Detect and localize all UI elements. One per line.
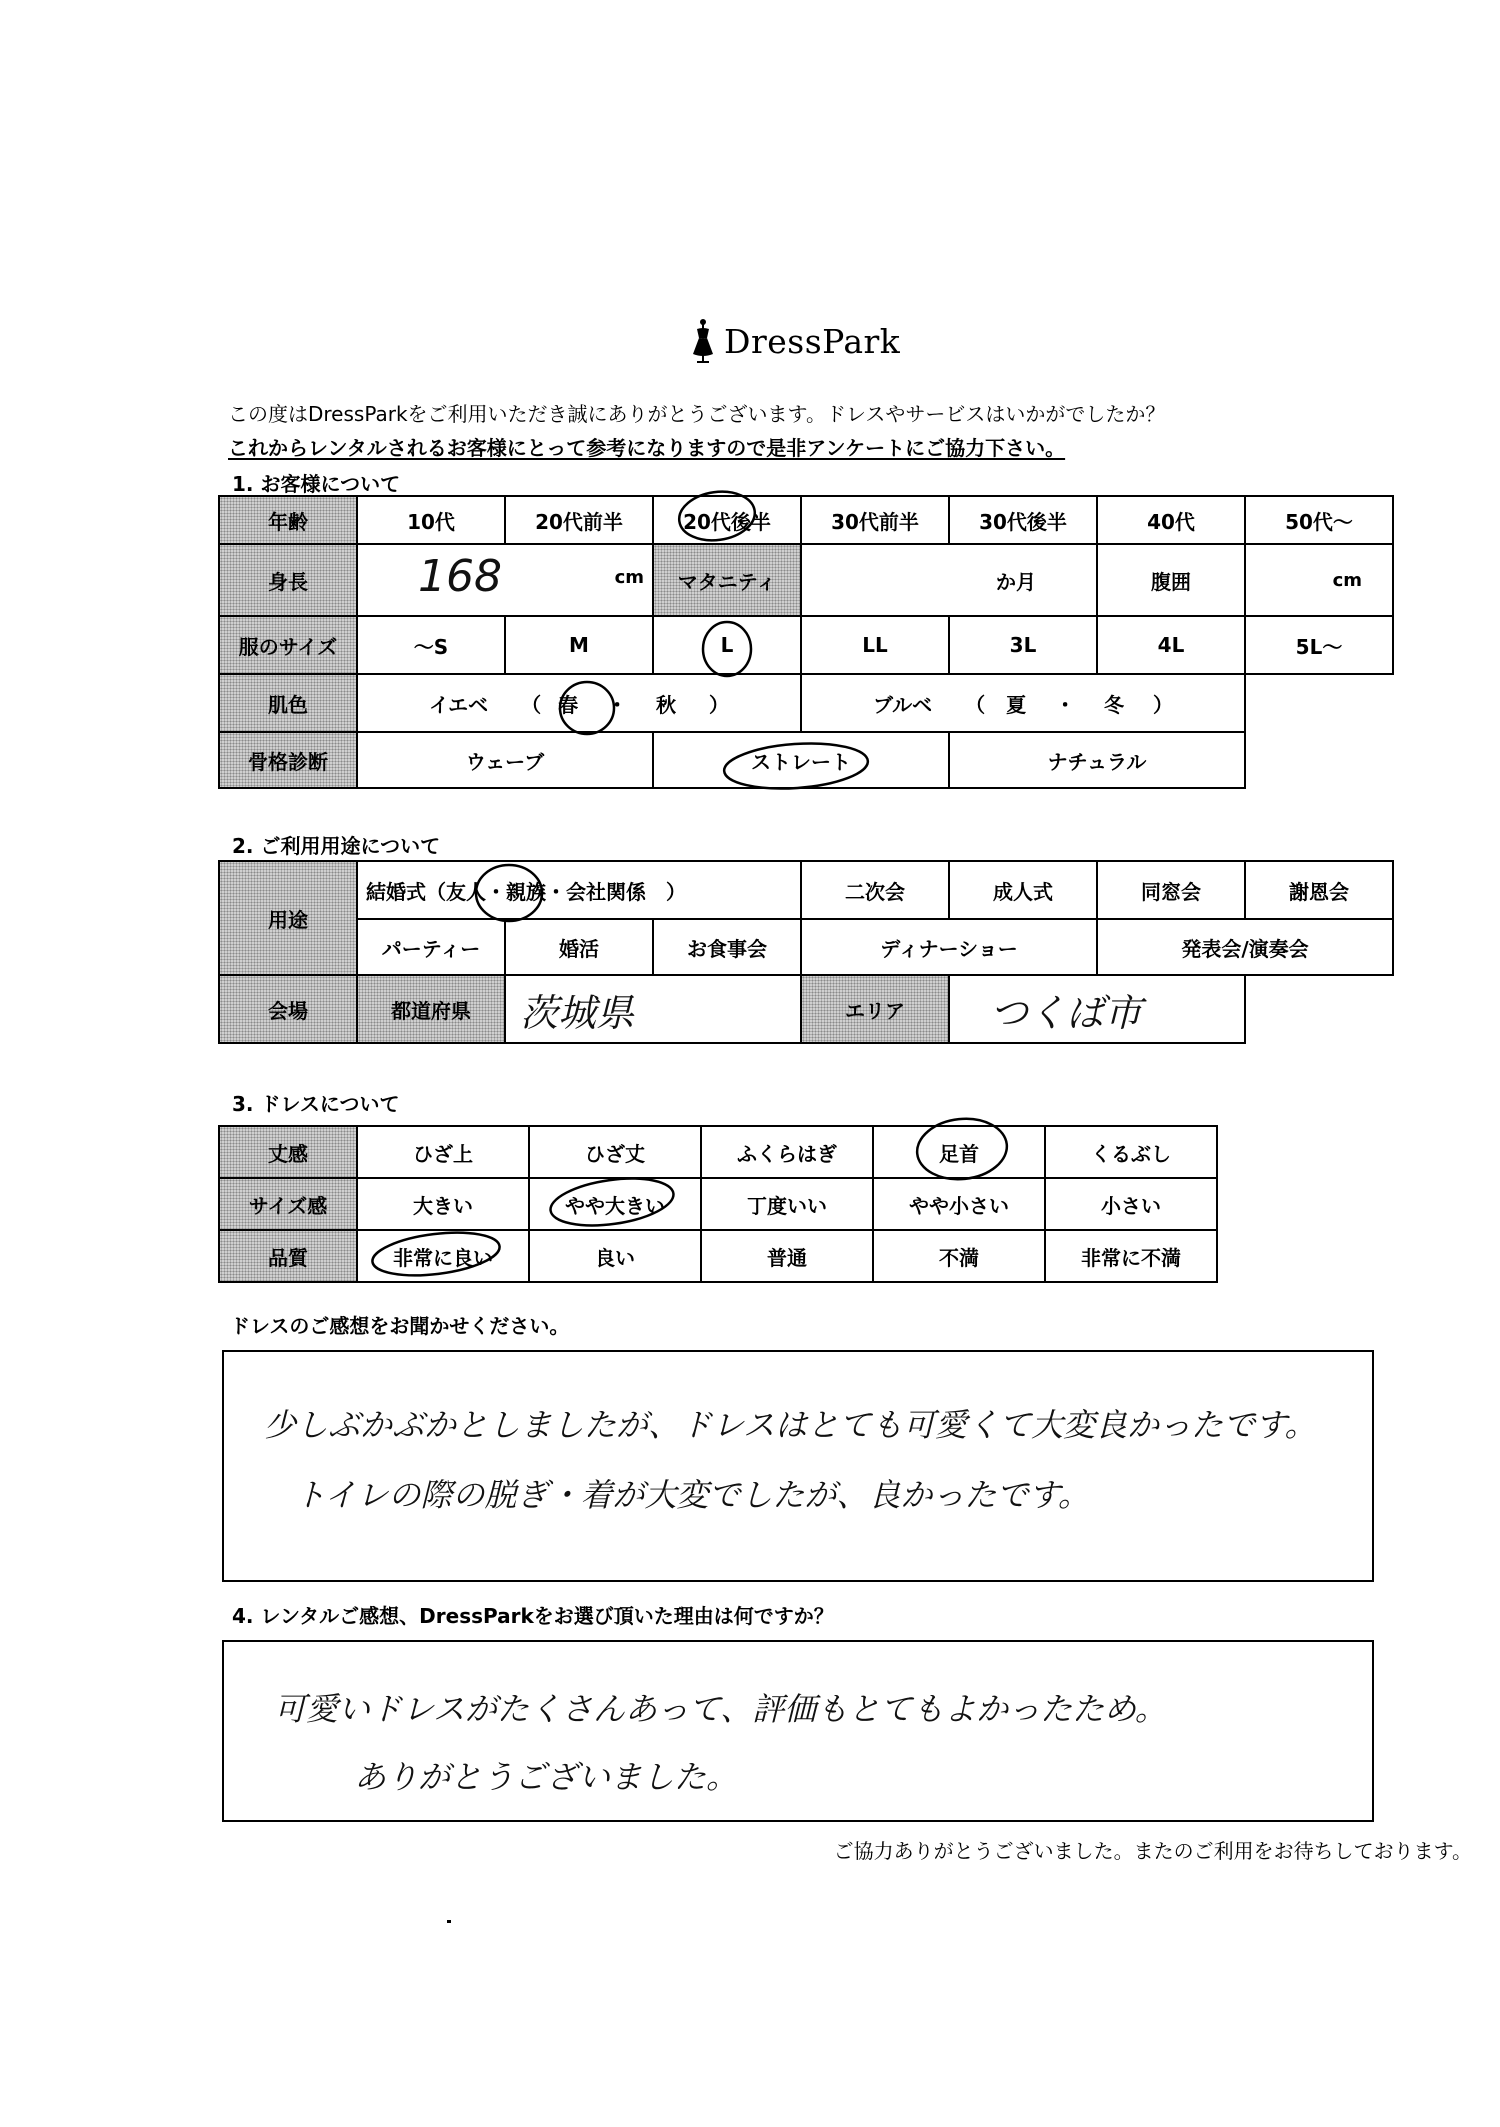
purpose-table xyxy=(218,860,1394,1044)
maternity-months-unit[interactable]: か月 xyxy=(801,544,1097,616)
quality-option-selected[interactable]: 非常に良い xyxy=(357,1230,529,1282)
age-option[interactable]: 50代～ xyxy=(1245,496,1393,544)
age-option[interactable]: 10代 xyxy=(357,496,505,544)
dress-form-icon xyxy=(690,318,716,364)
size-option[interactable]: 3L xyxy=(949,616,1097,674)
purpose-option[interactable]: 同窓会 xyxy=(1097,861,1245,919)
frame-label: 骨格診断 xyxy=(219,732,357,788)
purpose-option[interactable]: 婚活 xyxy=(505,919,653,975)
dress-comment-line: 少しぶかぶかとしましたが、ドレスはとても可愛くて大変良かったです。 xyxy=(264,1406,1317,1444)
frame-option[interactable]: ナチュラル xyxy=(949,732,1245,788)
open-paren: （ xyxy=(521,692,542,717)
scan-speck xyxy=(447,1920,451,1923)
fit-option-selected[interactable]: やや大きい xyxy=(529,1178,701,1230)
length-option[interactable]: ひざ丈 xyxy=(529,1126,701,1178)
dress-table xyxy=(218,1125,1218,1283)
size-option[interactable]: M xyxy=(505,616,653,674)
purpose-option[interactable]: 二次会 xyxy=(801,861,949,919)
open-paren: （ xyxy=(965,692,986,717)
prefecture-field[interactable] xyxy=(505,975,801,1043)
purpose-option[interactable]: パーティー xyxy=(357,919,505,975)
quality-option[interactable]: 普通 xyxy=(701,1230,873,1282)
age-option[interactable]: 40代 xyxy=(1097,496,1245,544)
purpose-option[interactable]: ディナーショー xyxy=(801,919,1097,975)
brand-logo xyxy=(690,318,900,364)
quality-option[interactable]: 非常に不満 xyxy=(1045,1230,1217,1282)
separator: ・ xyxy=(1055,692,1076,717)
height-unit: cm xyxy=(614,567,644,588)
age-option-selected[interactable]: 20代後半 xyxy=(653,496,801,544)
length-option[interactable]: ひざ上 xyxy=(357,1126,529,1178)
intro-request: これからレンタルされるお客様にとって参考になりますので是非アンケートにご協力下さい。 xyxy=(228,436,1066,460)
length-label: 丈感 xyxy=(219,1126,357,1178)
size-option-selected[interactable]: L xyxy=(653,616,801,674)
quality-option[interactable]: 不満 xyxy=(873,1230,1045,1282)
wedding-option[interactable] xyxy=(357,861,801,919)
closing-text: ご協力ありがとうございました。またのご利用をお待ちしております。 xyxy=(833,1839,1472,1863)
customer-table xyxy=(218,495,1394,789)
skin-yellow-label: イエベ xyxy=(428,692,489,717)
size-option[interactable]: ～S xyxy=(357,616,505,674)
brand-name: DressPark xyxy=(724,321,901,361)
section-1-title: 1. お客様について xyxy=(232,472,401,496)
wedding-rest: ・親族・会社関係 ） xyxy=(486,879,686,904)
skin-summer[interactable]: 夏 xyxy=(1006,692,1027,717)
purpose-option[interactable]: 発表会/演奏会 xyxy=(1097,919,1393,975)
skin-label: 肌色 xyxy=(219,674,357,732)
skin-spring-selected[interactable]: 春 xyxy=(558,692,579,717)
length-option[interactable]: ふくらはぎ xyxy=(701,1126,873,1178)
length-option[interactable]: くるぶし xyxy=(1045,1126,1217,1178)
intro-text: この度はDressParkをご利用いただき誠にありがとうございます。ドレスやサービスはいかがでしたか？ xyxy=(228,402,1166,426)
maternity-label: マタニティ xyxy=(653,544,801,616)
section-2-title: 2. ご利用用途について xyxy=(232,834,441,858)
purpose-option[interactable]: 謝恩会 xyxy=(1245,861,1393,919)
purpose-option[interactable]: お食事会 xyxy=(653,919,801,975)
reason-line: ありがとうございました。 xyxy=(354,1758,739,1796)
size-label: 服のサイズ xyxy=(219,616,357,674)
size-option[interactable]: 4L xyxy=(1097,616,1245,674)
reason-line: 可愛いドレスがたくさんあって、評価もとてもよかったため。 xyxy=(274,1690,1167,1728)
wedding-prefix: 結婚式（ xyxy=(366,879,446,904)
purpose-option[interactable]: 成人式 xyxy=(949,861,1097,919)
reason-box[interactable] xyxy=(222,1640,1374,1822)
separator: ・ xyxy=(607,692,628,717)
fit-option[interactable]: 丁度いい xyxy=(701,1178,873,1230)
age-option[interactable]: 30代前半 xyxy=(801,496,949,544)
age-option[interactable]: 20代前半 xyxy=(505,496,653,544)
wedding-friend-selected[interactable]: 友人 xyxy=(446,879,486,904)
close-paren: ） xyxy=(1153,692,1174,717)
purpose-label: 用途 xyxy=(219,861,357,975)
dress-comment-title: ドレスのご感想をお聞かせください。 xyxy=(230,1314,570,1338)
section-3-title: 3. ドレスについて xyxy=(232,1092,400,1116)
dress-comment-line: トイレの際の脱ぎ・着が大変でしたが、良かったです。 xyxy=(294,1476,1090,1514)
fit-label: サイズ感 xyxy=(219,1178,357,1230)
fit-option[interactable]: 小さい xyxy=(1045,1178,1217,1230)
height-field[interactable] xyxy=(357,544,653,616)
age-option[interactable]: 30代後半 xyxy=(949,496,1097,544)
skin-blue-label: ブルベ xyxy=(872,692,933,717)
frame-option-selected[interactable]: ストレート xyxy=(653,732,949,788)
fit-option[interactable]: やや小さい xyxy=(873,1178,1045,1230)
skin-autumn[interactable]: 秋 xyxy=(656,692,677,717)
skin-winter[interactable]: 冬 xyxy=(1104,692,1125,717)
venue-label: 会場 xyxy=(219,975,357,1043)
prefecture-label: 都道府県 xyxy=(357,975,505,1043)
area-label: エリア xyxy=(801,975,949,1043)
waist-unit[interactable]: cm xyxy=(1245,544,1393,616)
height-value: 168 xyxy=(418,551,502,602)
prefecture-value: 茨城県 xyxy=(520,990,635,1035)
section-4-title: 4. レンタルご感想、DressParkをお選び頂いた理由は何ですか？ xyxy=(232,1604,834,1628)
height-label: 身長 xyxy=(219,544,357,616)
skin-yellow-option[interactable] xyxy=(357,674,801,732)
area-value: つくば市 xyxy=(990,990,1143,1035)
quality-option[interactable]: 良い xyxy=(529,1230,701,1282)
frame-option[interactable]: ウェーブ xyxy=(357,732,653,788)
skin-blue-option[interactable] xyxy=(801,674,1245,732)
age-label: 年齢 xyxy=(219,496,357,544)
size-option[interactable]: LL xyxy=(801,616,949,674)
close-paren: ） xyxy=(709,692,730,717)
size-option[interactable]: 5L～ xyxy=(1245,616,1393,674)
area-field[interactable] xyxy=(949,975,1245,1043)
fit-option[interactable]: 大きい xyxy=(357,1178,529,1230)
dress-comment-box[interactable] xyxy=(222,1350,1374,1582)
length-option-selected[interactable]: 足首 xyxy=(873,1126,1045,1178)
waist-label: 腹囲 xyxy=(1097,544,1245,616)
quality-label: 品質 xyxy=(219,1230,357,1282)
